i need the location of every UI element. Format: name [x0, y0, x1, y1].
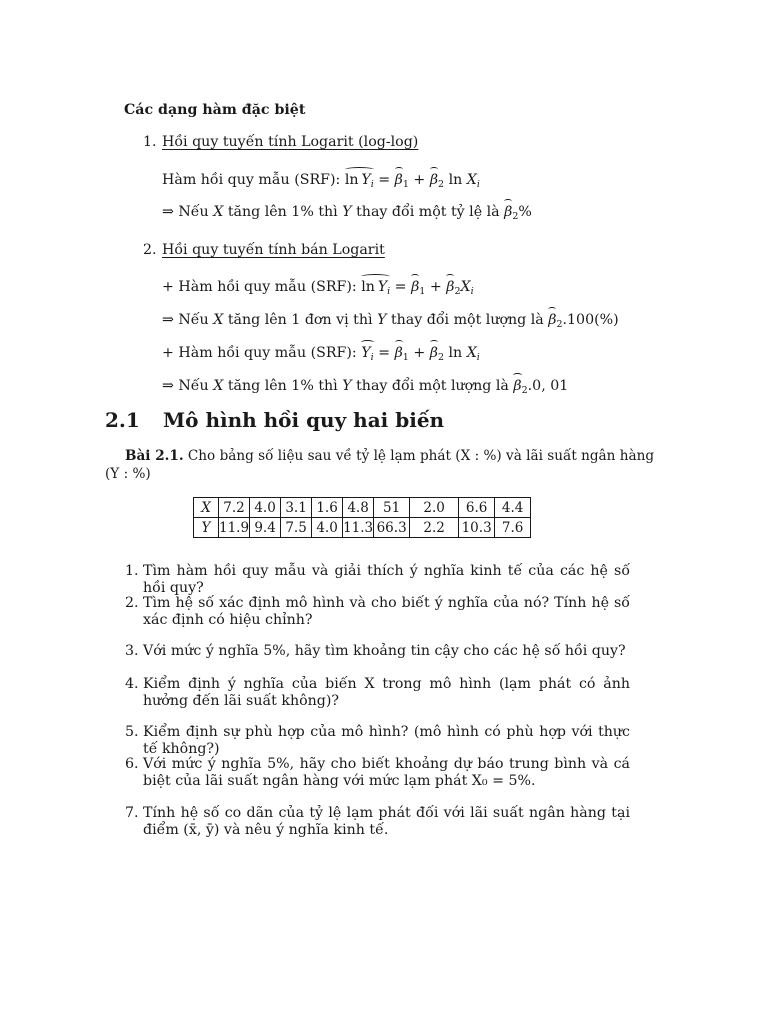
exercise-label: Bài 2.1. [125, 448, 184, 464]
item2-srf-a-label: + Hàm hồi quy mẫu (SRF): [162, 279, 357, 295]
item2-formula-b: $Y_i = \beta_1 + \beta_2$ $\ln X_i$ [361, 345, 480, 363]
item2-title: Hồi quy tuyến tính bán Logarit [162, 242, 385, 258]
table-cell: 4.0 [312, 518, 343, 538]
question-number: 5. [125, 724, 139, 740]
item2-note-a: ⇒ Nếu X tăng lên 1 đơn vị thì Y thay đổi một lượng là $\beta_2.100(\%)$ [162, 312, 619, 330]
table-cell: 66.3 [374, 518, 410, 538]
section-number: 2.1 [105, 408, 140, 432]
item2-note-a-prefix: ⇒ Nếu [162, 312, 209, 328]
table-cell: 7.6 [495, 518, 531, 538]
question-1 [125, 563, 630, 597]
table-row-label: Y [194, 518, 219, 538]
section-title: Mô hình hồi quy hai biến [163, 408, 445, 432]
item2-note-b-value: .0, 01 [527, 378, 569, 394]
item1-note-end: thay đổi một tỷ lệ là [356, 204, 500, 220]
table-cell: 4.8 [343, 498, 374, 518]
item2-note-b-mid: tăng lên 1% thì [227, 378, 338, 394]
exercise-intro [125, 447, 654, 465]
question-7 [125, 805, 630, 839]
question-text: Tìm hàm hồi quy mẫu và giải thích ý nghĩa kinh tế của các hệ số hồi quy? [143, 563, 630, 596]
table-cell: 4.0 [250, 498, 281, 518]
data-table [193, 497, 531, 538]
question-text: Kiểm định ý nghĩa của biến X trong mô hình (lạm phát có ảnh hưởng đến lãi suất không)? [143, 676, 630, 709]
item2-formula-a: $\ln Y_i = \beta_1 + \beta_2X_i$ [361, 279, 474, 297]
question-text: Với mức ý nghĩa 5%, hãy cho biết khoảng dự báo trung bình và cá biệt của lãi suất ngân hàng với mức lạm phát X₀ = 5%. [143, 756, 630, 789]
table-row-label: X [194, 498, 219, 518]
question-5 [125, 724, 630, 758]
question-number: 7. [125, 805, 139, 821]
item1-srf [162, 171, 480, 189]
item1-title: Hồi quy tuyến tính Logarit (log-log) [162, 134, 419, 150]
question-number: 6. [125, 756, 139, 772]
exercise-line1: Cho bảng số liệu sau về tỷ lệ lạm phát (X : %) và lãi suất ngân hàng [187, 448, 655, 464]
item2-note-a-mid: tăng lên 1 đơn vị thì [227, 312, 373, 328]
item1-formula: $\ln Y_i = \beta_1 + \beta_2$ $\ln X_i$ [344, 172, 480, 190]
question-text: Tìm hệ số xác định mô hình và cho biết ý nghĩa của nó? Tính hệ số xác định có hiệu chỉnh? [143, 595, 630, 628]
table-cell: 9.4 [250, 518, 281, 538]
question-number: 1. [125, 563, 139, 579]
table-cell: 2.2 [410, 518, 459, 538]
table-cell: 2.0 [410, 498, 459, 518]
question-2 [125, 595, 630, 629]
table-cell: 1.6 [312, 498, 343, 518]
question-number: 2. [125, 595, 139, 611]
question-3 [125, 643, 630, 660]
question-number: 3. [125, 643, 139, 659]
table-cell: 51 [374, 498, 410, 518]
question-text: Kiểm định sự phù hợp của mô hình? (mô hình có phù hợp với thực tế không?) [143, 724, 630, 757]
item2-srf-b-label: + Hàm hồi quy mẫu (SRF): [162, 345, 357, 361]
item2-note-b-prefix: ⇒ Nếu [162, 378, 209, 394]
question-text: Với mức ý nghĩa 5%, hãy tìm khoảng tin cậy cho các hệ số hồi quy? [143, 643, 626, 659]
item2-note-b: ⇒ Nếu X tăng lên 1% thì Y thay đổi một lượng là $\beta_2.0$, 01 [162, 378, 569, 396]
item2-note-b-end: thay đổi một lượng là [356, 378, 509, 394]
table-row [194, 518, 531, 538]
item2-note-a-end: thay đổi một lượng là [390, 312, 544, 328]
question-number: 4. [125, 676, 139, 692]
exercise-line2: (Y : %) [105, 466, 151, 482]
special-forms-heading: Các dạng hàm đặc biệt [124, 102, 306, 118]
table-cell: 4.4 [495, 498, 531, 518]
table-cell: 11.9 [219, 519, 250, 536]
question-4 [125, 676, 630, 710]
item1-note-prefix: ⇒ Nếu [162, 204, 209, 220]
table-cell: 7.2 [219, 498, 250, 518]
table-row [194, 498, 531, 518]
item2-srf-a [162, 278, 474, 296]
table-cell: 11.3 [343, 519, 374, 536]
table-cell: 10.3 [459, 518, 495, 538]
item2-number: 2. [143, 242, 157, 258]
question-6 [125, 756, 630, 790]
table-cell: 7.5 [281, 518, 312, 538]
item2-srf-b [162, 344, 480, 362]
item1-note-mid: tăng lên 1% thì [227, 204, 338, 220]
item1-number: 1. [143, 134, 157, 150]
question-text: Tính hệ số co dãn của tỷ lệ lạm phát đối với lãi suất ngân hàng tại điểm (x̄, ȳ) và nêu ý nghĩa kinh tế. [143, 805, 630, 838]
table-cell: 6.6 [459, 498, 495, 518]
table-cell: 3.1 [281, 498, 312, 518]
item1-srf-label: Hàm hồi quy mẫu (SRF): [162, 172, 341, 188]
item2-note-a-value: .100(%) [562, 312, 619, 328]
item1-note: ⇒ Nếu X tăng lên 1% thì Y thay đổi một tỷ lệ là $\beta_2\%$ [162, 204, 532, 222]
